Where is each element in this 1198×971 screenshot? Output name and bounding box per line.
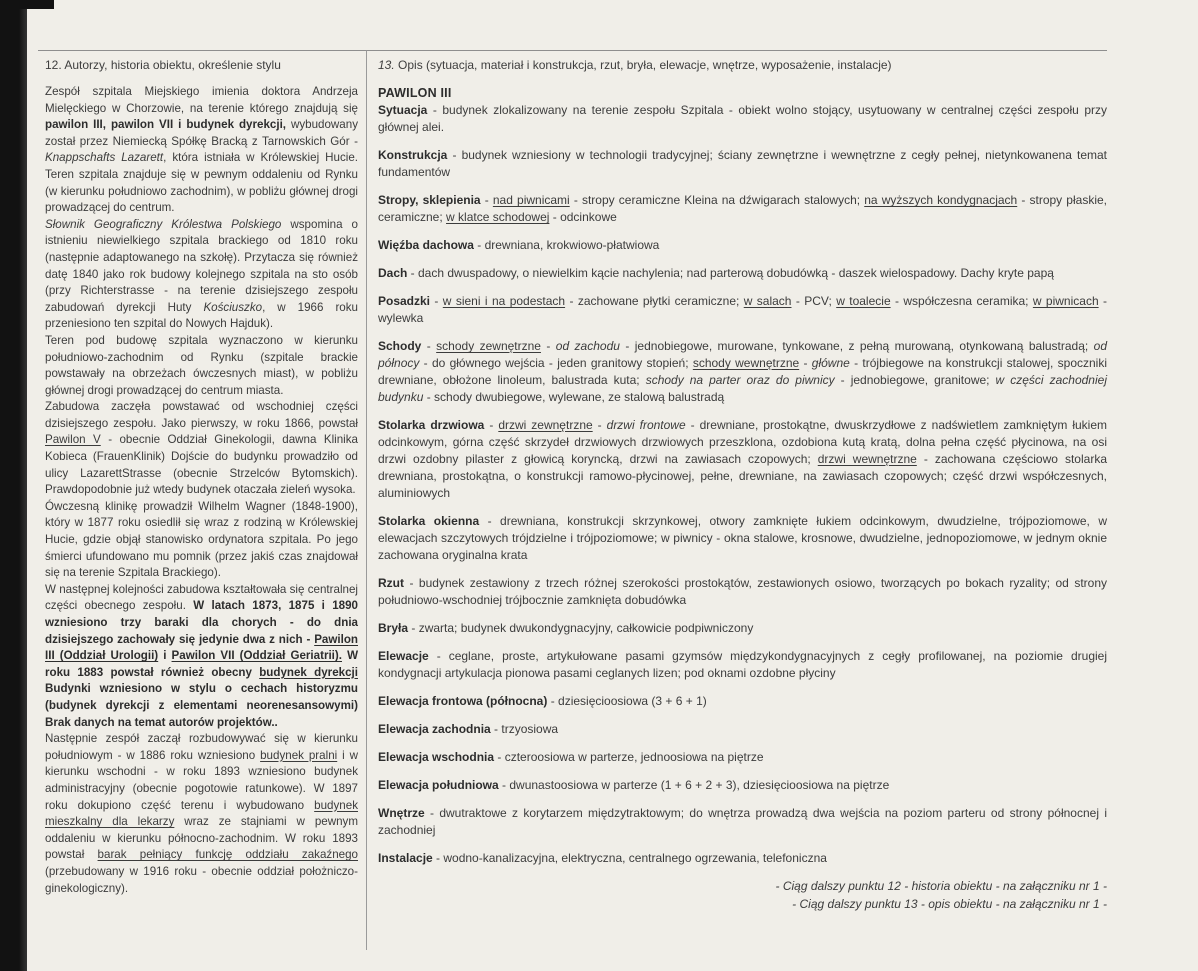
description-entry: Konstrukcja - budynek wzniesiony w technologii tradycyjnej; ściany zewnętrzne i wewnętrzne z cegły pełnej, nietynkowanena temat fundamentów [378, 148, 1107, 179]
description-entry: Elewacja południowa - dwunastoosiowa w parterze (1 + 6 + 2 + 3), dziesięcioosiowa na piętrze [378, 778, 890, 792]
description-entry: Elewacje - ceglane, proste, artykułowane pasami gzymsów międzykondygnacyjnych z cegły profilowanej, na poziomie drugiej kondygnacji artykulacja pionowa pasami ceglanych lizen; pod oknami ozdobne płyciny [378, 649, 1107, 680]
description-entry: Bryła - zwarta; budynek dwukondygnacyjny, całkowicie podpiwniczony [378, 621, 754, 635]
description-entry: Elewacja zachodnia - trzyosiowa [378, 722, 559, 736]
history-paragraph: Teren pod budowę szpitala wyznaczono w kierunku południowo-zachodnim od Rynku (szpitale brackie powstawały na obrzeżach ówczesnych miast), w pobliżu głównej drogi prowadzącej do centrum miasta. [45, 333, 358, 397]
description-entry: Elewacja frontowa (północna) - dziesięcioosiowa (3 + 6 + 1) [378, 694, 707, 708]
section-13-header-text: Opis (sytuacja, materiał i konstrukcja, rzut, bryła, elewacje, wnętrze, wyposażenie, instalacje) [394, 58, 892, 72]
section-13-number: 13. [378, 58, 395, 72]
history-paragraph: Następnie zespół zaczął rozbudowywać się w kierunku południowym - w 1886 roku wzniesiono budynek pralni i w kierunku wschodni - w roku 1893 wzniesiono budynek administracyjny (obecnie pogotowie ratunkowe). W 1897 roku dokupiono część terenu i wybudowano budynek mieszkalny dla lekarzy wraz ze stajniami w pewnym oddaleniu w kierunku północno-zachodnim. W roku 1893 powstał barak pełniący funkcję oddziału zakaźnego (przebudowany w 1916 roku - obecnie oddział położniczo-ginekologiczny). [45, 732, 358, 895]
description-entries [378, 102, 1107, 867]
description-entry: Sytuacja - budynek zlokalizowany na terenie zespołu Szpitala - obiekt wolno stojący, usytuowany w centralnej części zespołu przy głównej alei. [378, 103, 1107, 134]
section-13-header [378, 54, 1107, 72]
description-entry: Schody - schody zewnętrzne - od zachodu - jednobiegowe, murowane, tynkowane, z pełną murowaną, otynkowaną balustradą; od północy - do głównego wejścia - jeden granitowy stopień; schody wewnętrzne - główne - trójbiegowe na konstrukcji stalowej, spoczniki drewniane, obłożone linoleum, balustrada kuta; schody na parter oraz do piwnicy - jednobiegowe, granitowe; w części zachodniej budynku - schody dwubiegowe, wylewane, ze stalową balustradą [378, 339, 1108, 404]
building-title: PAWILON III [378, 86, 452, 100]
section-13-body [378, 85, 1107, 913]
history-paragraph: Zespół szpitala Miejskiego imienia doktora Andrzeja Mielęckiego w Chorzowie, na terenie którego znajdują się pawilon III, pawilon VII i budynek dyrekcji, wybudowany został przez Niemiecką Spółkę Bracką z Tarnowskich Gór - Knappschafts Lazarett, która istniała w Królewskiej Hucie. Teren szpitala znajduje się w pewnym oddaleniu od Rynku (w kierunku południowo zachodnim), w pobliżu głównej drogi prowadzącej do centrum. [45, 85, 358, 215]
continuation-notes [378, 878, 1107, 913]
scan-edge-artifact [0, 0, 27, 971]
section-12-header: 12. Autorzy, historia obiektu, określenie stylu [45, 58, 281, 72]
description-entry: Elewacja wschodnia - czteroosiowa w parterze, jednoosiowa na piętrze [378, 750, 764, 764]
description-entry: Stropy, sklepienia - nad piwnicami - stropy ceramiczne Kleina na dźwigarach stalowych; na wyższych kondygnacjach - stropy płaskie, ceramiczne; w klatce schodowej - odcinkowe [378, 193, 1107, 224]
history-paragraph: Słownik Geograficzny Królestwa Polskiego wspomina o istnieniu niewielkiego szpitala brackiego od 1810 roku (następnie adaptowanego na szkołę). Przytacza się również datę 1840 jako rok budowy kolejnego szpitala na sto osób (przy Richterstrasse - na terenie dzisiejszego zespołu zabudowań dyrekcji Huty Kościuszko, w 1966 roku przeniesiono ten szpital do Nowych Hajduk). [45, 217, 359, 331]
description-entry: Stolarka okienna - drewniana, konstrukcji skrzynkowej, otwory zamknięte łukiem odcinkowym, dwudzielne, trójpoziomowe, w elewacjach szczytowych trójdzielne i trójpoziomowe; w piwnicy - okna stalowe, krosnowe, dwudzielne, jednopoziomowe, w jednym oknie zachowana oryginalna krata [378, 514, 1107, 562]
description-entry: Wnętrze - dwutraktowe z korytarzem międzytraktowym; do wnętrza prowadzą dwa wejścia na poziom parteru od strony północnej i zachodniej [378, 806, 1107, 837]
scan-edge-top-artifact [0, 0, 54, 9]
history-paragraph: Zabudowa zaczęła powstawać od wschodniej części dzisiejszego zespołu. Jako pierwszy, w roku 1866, powstał Pawilon V - obecnie Oddział Ginekologii, dawna Klinika Kobieca (FrauenKlinik) Dojście do budynku prowadziło od ulicy LazarettStrasse (obecnie Strzelców Bytomskich). Prawdopodobnie już wtedy budynek otaczała zieleń wysoka. [45, 400, 358, 497]
continuation-note-12: - Ciąg dalszy punktu 12 - historia obiektu - na załączniku nr 1 - [775, 879, 1107, 893]
section-12-column [38, 50, 367, 950]
form-columns [38, 50, 1107, 950]
description-entry: Dach - dach dwuspadowy, o niewielkim kącie nachylenia; nad parterową dobudówką - daszek wielospadowy. Dachy kryte papą [378, 266, 1054, 280]
continuation-note-13: - Ciąg dalszy punktu 13 - opis obiektu - na załączniku nr 1 - [792, 896, 1107, 911]
description-entry: Stolarka drzwiowa - drzwi zewnętrzne - drzwi frontowe - drewniane, prostokątne, dwuskrzydłowe z nadświetlem zamkniętym łukiem odcinkowym, górna część skrzydeł drzwiowych drzwiowych przeszklona, ozdobiona kutą kratą, dolna pełna część płycinowa, na osi drzwi ozdobny pilaster z głowicą koryncką, drzwi na zawiasach czopowych; drzwi wewnętrzne - zachowana częściowo stolarka drewniana, prostokątna, o konstrukcji ramowo-płycinowej, pełne, drewniane, na zawiasach czopowych; część drzwi współczesnych, aluminiowych [378, 418, 1107, 500]
section-12-body [45, 84, 358, 897]
description-entry: Posadzki - w sieni i na podestach - zachowane płytki ceramiczne; w salach - PCV; w toalecie - współczesna ceramika; w piwnicach - wylewka [378, 294, 1108, 325]
section-13-column [367, 50, 1107, 950]
description-entry: Rzut - budynek zestawiony z trzech różnej szerokości prostokątów, zestawionych osiowo, tworzących po bokach ryzality; od strony południowo-wschodniej trójbocznie zamknięta dobudówka [378, 576, 1107, 607]
description-entry: Instalacje - wodno-kanalizacyjna, elektryczna, centralnego ogrzewania, telefoniczna [378, 851, 827, 865]
history-paragraph: W następnej kolejności zabudowa kształtowała się centralnej części obecnego zespołu. W latach 1873, 1875 i 1890 wzniesiono trzy baraki dla chorych - do dnia dzisiejszego zachowały się jedynie dwa z nich - Pawilon III (Oddział Urologii) i Pawilon VII (Oddział Geriatrii). W roku 1883 powstał również obecny budynek dyrekcji Budynki wzniesiono w stylu o cechach historyzmu (budynek dyrekcji z elementami neorenesansowymi) Brak danych na temat autorów projektów.. [45, 582, 359, 729]
history-paragraph: Ówczesną klinikę prowadził Wilhelm Wagner (1848-1900), który w 1877 roku osiedlił się wraz z rodziną w Królewskiej Hucie, gdzie objął stanowisko ordynatora szpitala. Po jego śmierci ufundowano mu pomnik (przez jakiś czas znajdował się na terenie Szpitala Brackiego). [45, 499, 358, 580]
description-entry: Więźba dachowa - drewniana, krokwiowo-płatwiowa [378, 238, 660, 252]
